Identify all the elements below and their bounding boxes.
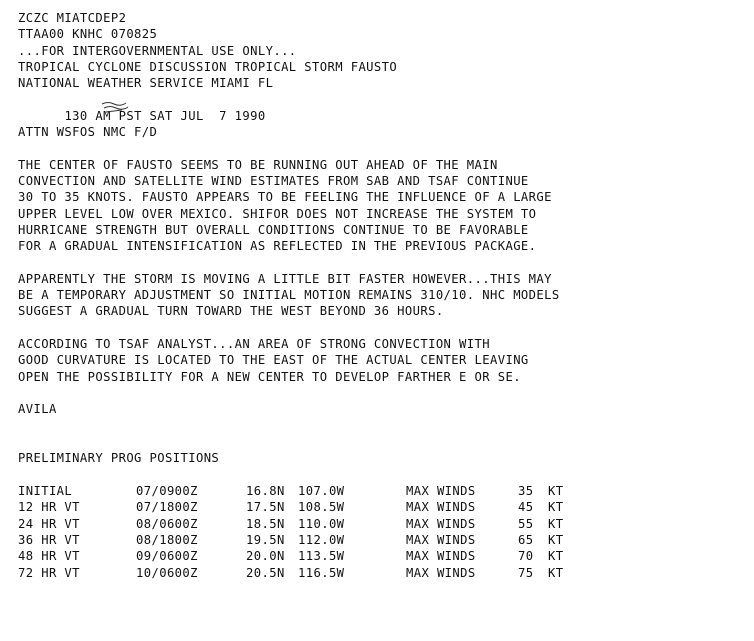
prog-positions-body [18,483,563,581]
handwritten-initials-mark [100,100,130,114]
longitude-cell: 108.5W [298,500,345,515]
paragraph-line: CONVECTION AND SATELLITE WIND ESTIMATES FROM SAB AND TSAF CONTINUE [18,173,529,188]
attn-line: ATTN WSFOS NMC F/D [18,125,158,140]
paragraph-line: GOOD CURVATURE IS LOCATED TO THE EAST OF THE ACTUAL CENTER LEAVING [18,353,529,368]
forecast-period-cell: 48 HR VT [18,549,80,564]
forecast-period-cell: 36 HR VT [18,532,80,547]
forecast-period-cell: INITIAL [18,484,73,499]
paragraph-line: BE A TEMPORARY ADJUSTMENT SO INITIAL MOTION REMAINS 310/10. NHC MODELS [18,288,560,303]
longitude-cell: 113.5W [298,549,345,564]
forecaster-signature: AVILA [18,402,57,417]
wind-unit-cell: KT [548,516,564,531]
wind-unit-cell: KT [548,549,564,564]
prog-position-row [18,565,563,581]
paragraph-line: THE CENTER OF FAUSTO SEEMS TO BE RUNNING OUT AHEAD OF THE MAIN [18,157,498,172]
max-winds-label-cell: MAX WINDS [406,549,476,564]
max-winds-label-cell: MAX WINDS [406,516,476,531]
longitude-cell: 112.0W [298,532,345,547]
header-date-line [18,91,738,123]
header-block [18,10,738,123]
latitude-cell: 18.5N [246,516,285,531]
paragraph-line: FOR A GRADUAL INTENSIFICATION AS REFLECTED IN THE PREVIOUS PACKAGE. [18,239,537,254]
wind-speed-cell: 70 [518,549,534,564]
prog-position-row [18,483,563,499]
wind-speed-cell: 35 [518,484,534,499]
prog-position-row [18,516,563,532]
latitude-cell: 16.8N [246,484,285,499]
discussion-paragraph-1 [18,157,738,255]
wind-unit-cell: KT [548,565,564,580]
wind-unit-cell: KT [548,484,564,499]
wind-speed-cell: 65 [518,532,534,547]
valid-time-cell: 07/1800Z [136,500,198,515]
max-winds-label-cell: MAX WINDS [406,532,476,547]
wind-speed-cell: 75 [518,565,534,580]
max-winds-label-cell: MAX WINDS [406,500,476,515]
prog-positions-title: PRELIMINARY PROG POSITIONS [18,451,220,466]
prog-positions-table [18,483,563,581]
wind-speed-cell: 45 [518,500,534,515]
header-line: TROPICAL CYCLONE DISCUSSION TROPICAL STORM FAUSTO [18,59,398,74]
paragraph-line: ACCORDING TO TSAF ANALYST...AN AREA OF STRONG CONVECTION WITH [18,336,490,351]
max-winds-label-cell: MAX WINDS [406,484,476,499]
latitude-cell: 20.5N [246,565,285,580]
valid-time-cell: 08/1800Z [136,532,198,547]
longitude-cell: 116.5W [298,565,345,580]
latitude-cell: 17.5N [246,500,285,515]
latitude-cell: 20.0N [246,549,285,564]
longitude-cell: 107.0W [298,484,345,499]
latitude-cell: 19.5N [246,532,285,547]
prog-position-row [18,548,563,564]
forecast-period-cell: 24 HR VT [18,516,80,531]
paragraph-line: UPPER LEVEL LOW OVER MEXICO. SHIFOR DOES NOT INCREASE THE SYSTEM TO [18,206,537,221]
header-line: TTAA00 KNHC 070825 [18,27,158,42]
valid-time-cell: 07/0900Z [136,484,198,499]
wind-unit-cell: KT [548,500,564,515]
max-winds-label-cell: MAX WINDS [406,565,476,580]
paragraph-line: APPARENTLY THE STORM IS MOVING A LITTLE BIT FASTER HOWEVER...THIS MAY [18,271,552,286]
prog-position-row [18,499,563,515]
discussion-paragraph-3 [18,336,738,385]
wind-speed-cell: 55 [518,516,534,531]
longitude-cell: 110.0W [298,516,345,531]
forecast-period-cell: 72 HR VT [18,565,80,580]
discussion-paragraph-2 [18,271,738,320]
paragraph-line: 30 TO 35 KNOTS. FAUSTO APPEARS TO BE FEELING THE INFLUENCE OF A LARGE [18,190,552,205]
valid-time-cell: 08/0600Z [136,516,198,531]
paragraph-line: HURRICANE STRENGTH BUT OVERALL CONDITIONS CONTINUE TO BE FAVORABLE [18,222,529,237]
paragraph-line: OPEN THE POSSIBILITY FOR A NEW CENTER TO DEVELOP FARTHER E OR SE. [18,369,521,384]
header-date-text: 130 AM PST SAT JUL 7 1990 [64,108,266,123]
prog-position-row [18,532,563,548]
header-line: NATIONAL WEATHER SERVICE MIAMI FL [18,76,274,91]
header-line: ...FOR INTERGOVERNMENTAL USE ONLY... [18,43,297,58]
valid-time-cell: 10/0600Z [136,565,198,580]
paragraph-line: SUGGEST A GRADUAL TURN TOWARD THE WEST BEYOND 36 HOURS. [18,304,444,319]
header-line: ZCZC MIATCDEP2 [18,11,127,25]
document-page [18,10,738,581]
wind-unit-cell: KT [548,532,564,547]
forecast-period-cell: 12 HR VT [18,500,80,515]
valid-time-cell: 09/0600Z [136,549,198,564]
